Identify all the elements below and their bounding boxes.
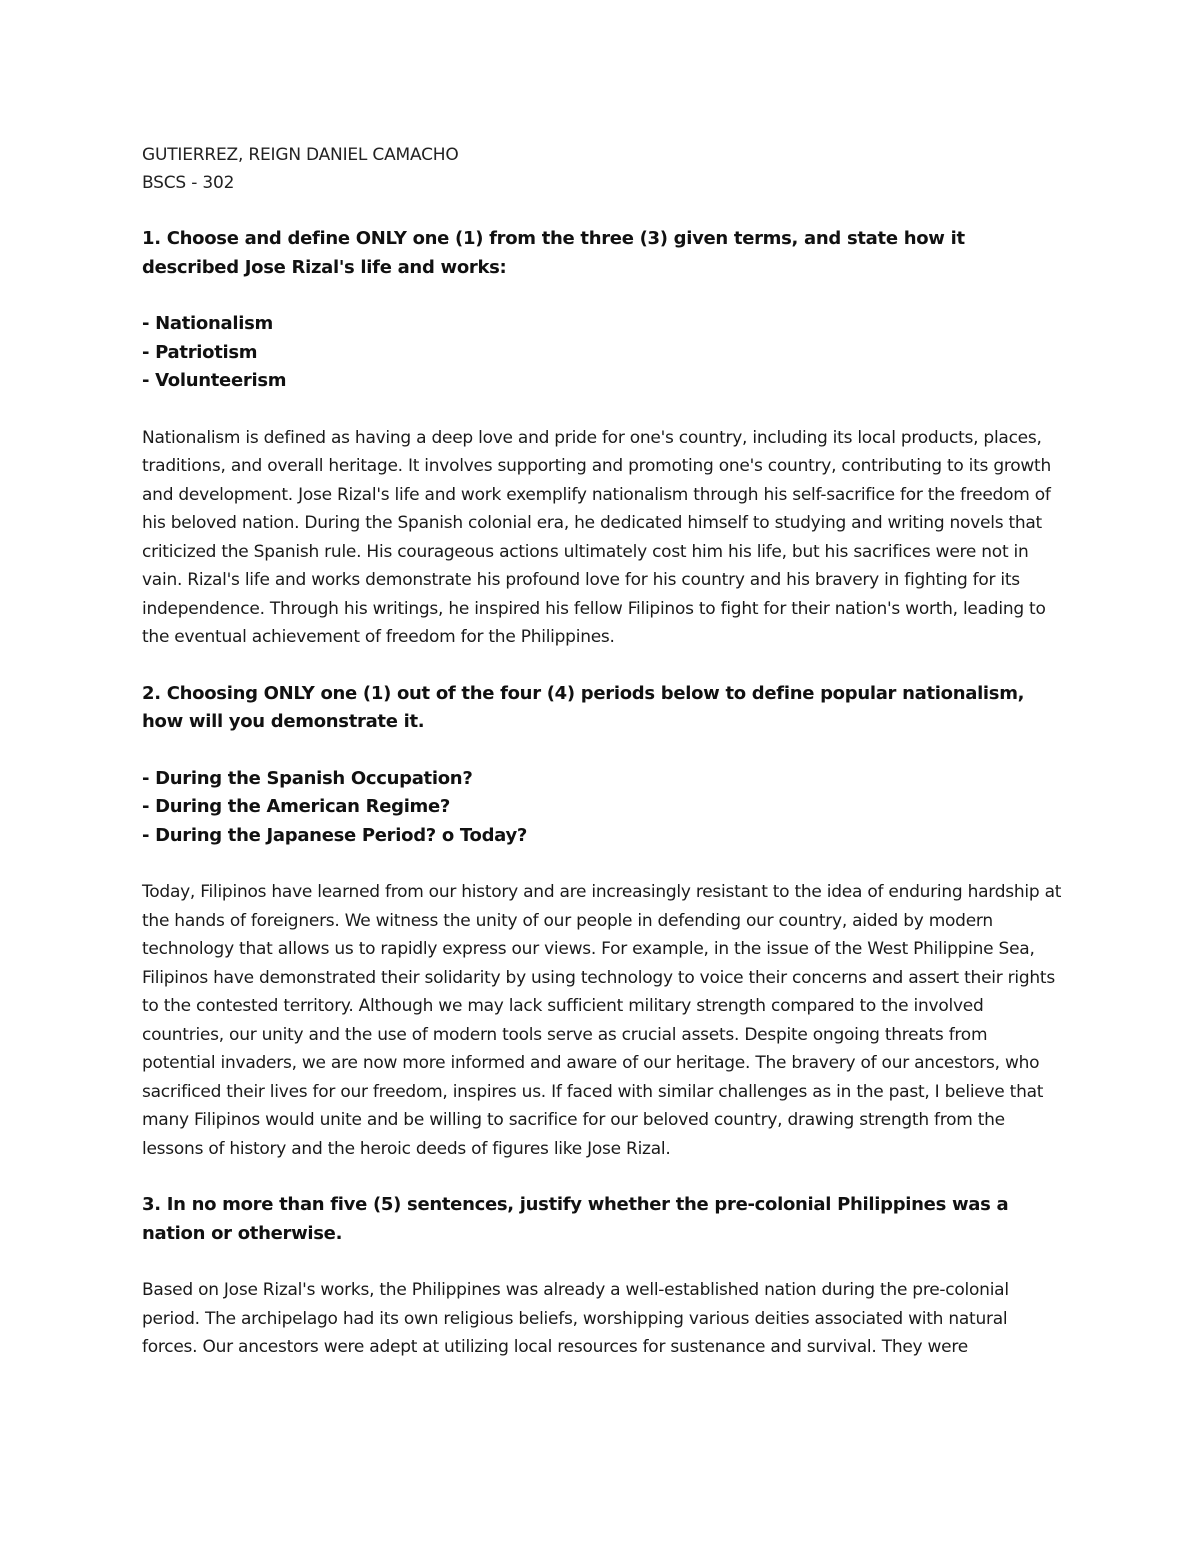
option-patriotism: - Patriotism — [142, 341, 258, 363]
student-name: GUTIERREZ, REIGN DANIEL CAMACHO — [142, 145, 459, 165]
question-1-options — [142, 310, 1062, 396]
question-2: 2. Choosing ONLY one (1) out of the four (4) periods below to define popular nationalism, how will you demonstrate it. — [142, 682, 1025, 732]
option-american-regime: - During the American Regime? — [142, 796, 451, 817]
answer-2: Today, Filipinos have learned from our history and are increasingly resistant to the idea of enduring hardship at the hands of foreigners. We witness the unity of our people in defending our country, aided by modern technology that allows us to rapidly express our views. For example, in the issue of the West Philippine Sea, Filipinos have demonstrated their solidarity by using technology to voice their concerns and assert their rights to the contested territory. Although we may lack sufficient military strength compared to the involved countries, our unity and the use of modern tools serve as crucial assets. Despite ongoing threats from potential invaders, we are now more informed and aware of our heritage. The bravery of our ancestors, who sacrificed their lives for our freedom, inspires us. If faced with similar challenges as in the past, I believe that many Filipinos would unite and be willing to sacrifice for our beloved country, drawing strength from the lessons of history and the heroic deeds of figures like Jose Rizal. — [142, 882, 1062, 1159]
option-volunteerism: - Volunteerism — [142, 370, 287, 391]
option-japanese-period: - During the Japanese Period? o Today? — [142, 824, 528, 846]
question-1: 1. Choose and define ONLY one (1) from the three (3) given terms, and state how it described Jose Rizal's life and works: — [142, 228, 965, 278]
option-nationalism: - Nationalism — [142, 313, 273, 334]
answer-3: Based on Jose Rizal's works, the Philippines was already a well-established nation during the pre-colonial period. The archipelago had its own religious beliefs, worshipping various deities associated with natural forces. Our ancestors were adept at utilizing local resources for sustenance and survival. They were — [142, 1280, 1009, 1357]
student-section: BSCS - 302 — [142, 173, 235, 193]
question-2-options — [142, 765, 1062, 851]
option-spanish-occupation: - During the Spanish Occupation? — [142, 767, 473, 789]
question-3: 3. In no more than five (5) sentences, justify whether the pre-colonial Philippines was a nation or otherwise. — [142, 1194, 1009, 1244]
document-content — [142, 141, 1062, 1362]
answer-1: Nationalism is defined as having a deep love and pride for one's country, including its local products, places, traditions, and overall heritage. It involves supporting and promoting one's country, contributing to its growth and development. Jose Rizal's life and work exemplify nationalism through his self-sacrifice for the freedom of his beloved nation. During the Spanish colonial era, he dedicated himself to studying and writing novels that criticized the Spanish rule. His courageous actions ultimately cost him his life, but his sacrifices were not in vain. Rizal's life and works demonstrate his profound love for his country and his bravery in fighting for its independence. Through his writings, he inspired his fellow Filipinos to fight for their nation's worth, leading to the eventual achievement of freedom for the Philippines. — [142, 427, 1051, 647]
